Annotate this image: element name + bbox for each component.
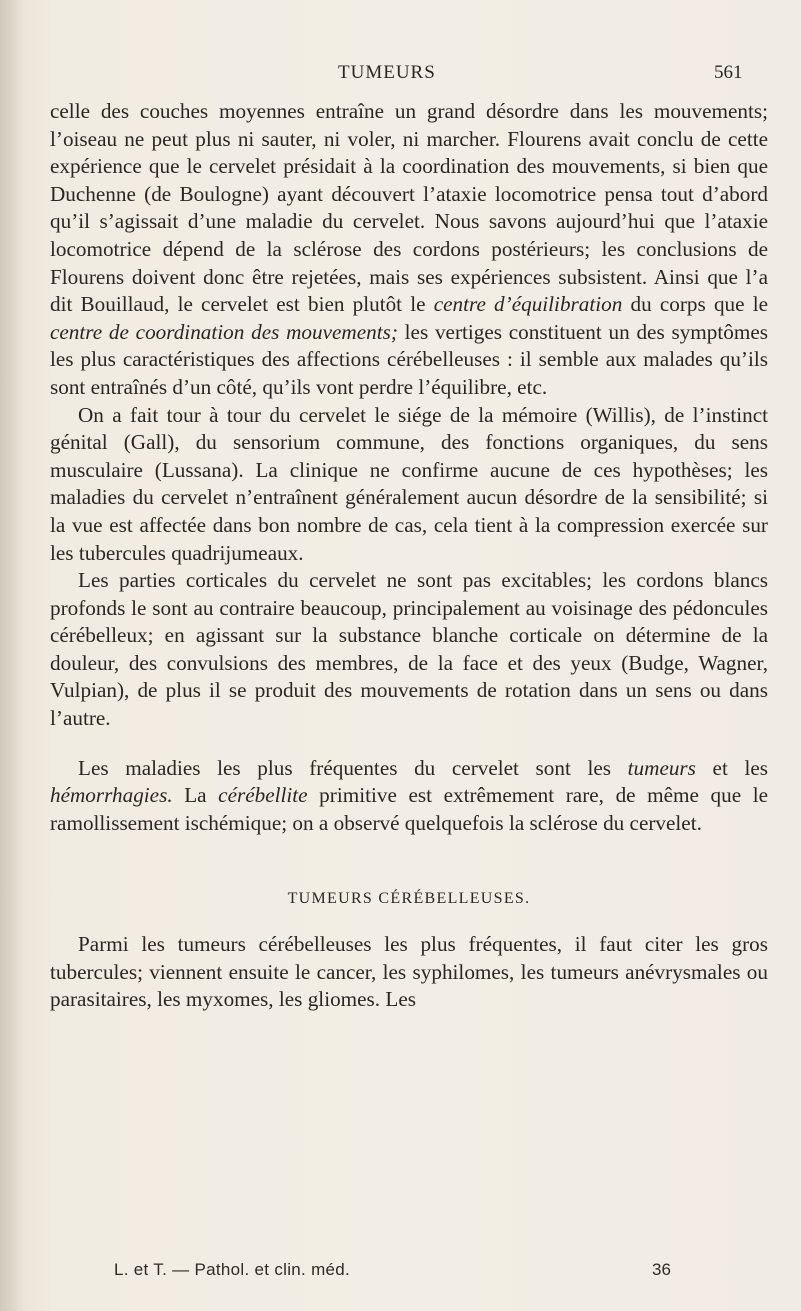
paragraph-spacer <box>50 733 768 755</box>
paragraph-2: On a fait tour à tour du cervelet le siége de la mémoire (Willis), de l’instinct génital (Gall), du sensorium commune, des fonctions organiques, du sens musculaire (Lussana). La clinique ne confirme aucune de ces hypothèses; les maladies du cervelet n’entraînent généralement aucun désordre de la sensibilité; si la vue est affectée dans bon nombre de cas, cela tient à la compression exercée sur les tubercules quadrijumeaux. <box>50 402 768 565</box>
p1-text-3: les vertiges constituent un des symptômes les plus caractéristiques des affections cérébelleuses : il semble aux malades qu’ils sont entraînés d’un côté, qu’ils vont perdre l’équilibre, etc. <box>50 319 768 399</box>
paragraph-5: Parmi les tumeurs cérébelleuses les plus fréquentes, il faut citer les gros tubercules; viennent ensuite le cancer, les syphilomes, les tumeurs anévrysmales ou parasitaires, les myxomes, les gliomes. Les <box>50 932 768 1012</box>
p4-emphasis-1: tumeurs <box>627 755 696 780</box>
p1-emphasis-1: centre d’équilibration <box>433 292 623 317</box>
binding-shadow <box>0 0 24 1311</box>
p4-text-1: Les maladies les plus fréquentes du cervelet sont les <box>78 755 628 780</box>
running-title: TUMEURS <box>338 62 436 83</box>
section-title: TUMEURS CÉRÉBELLEUSES. <box>287 890 531 908</box>
p4-emphasis-3: cérébellite <box>218 783 308 808</box>
p4-emphasis-2: hémorrhagies. <box>50 783 173 808</box>
body-text <box>50 98 768 1014</box>
p4-text-3: La <box>172 783 219 808</box>
p4-text-2: et les <box>695 755 769 780</box>
running-head <box>0 58 801 88</box>
p4-text-4: primitive est extrêmement rare, de même que le ramollissement ischémique; on a observé quelquefois la sclérose du cervelet. <box>50 783 768 835</box>
footer-signature: L. et T. — Pathol. et clin. méd. <box>114 1260 351 1279</box>
paragraph-1 <box>50 98 768 402</box>
page-footer <box>114 1260 694 1286</box>
p1-text-1: celle des couches moyennes entraîne un grand désordre dans les mouvements; l’oiseau ne peut plus ni sauter, ni voler, ni marcher. Flourens avait conclu de cette expérience que le cervelet présidait à la coordination des mouvements, si bien que Duchenne (de Boulogne) ayant découvert l’ataxie locomotrice pensa tout d’abord qu’il s’agissait d’une maladie du cervelet. Nous savons aujourd’hui que l’ataxie locomotrice dépend de la sclérose des cordons postérieurs; les conclusions de Flourens doivent donc être rejetées, mais ses expériences subsistent. Ainsi que l’a dit Bouillaud, le cervelet est bien plutôt le <box>50 99 768 317</box>
footer-sheet-number: 36 <box>652 1260 671 1279</box>
paragraph-3: Les parties corticales du cervelet ne sont pas excitables; les cordons blancs profonds le sont au contraire beaucoup, principalement au voisinage des pédoncules cérébelleux; en agissant sur la substance blanche corticale on détermine de la douleur, des convulsions des membres, de la face et des yeux (Budge, Wagner, Vulpian), de plus il se produit des mouvements de rotation dans un sens ou dans l’autre. <box>50 568 768 731</box>
page-number: 561 <box>714 62 743 83</box>
paragraph-4 <box>50 755 768 838</box>
p1-text-2: du corps que le <box>622 292 769 317</box>
p1-emphasis-2: centre de coordination des mouvements; <box>50 319 398 344</box>
